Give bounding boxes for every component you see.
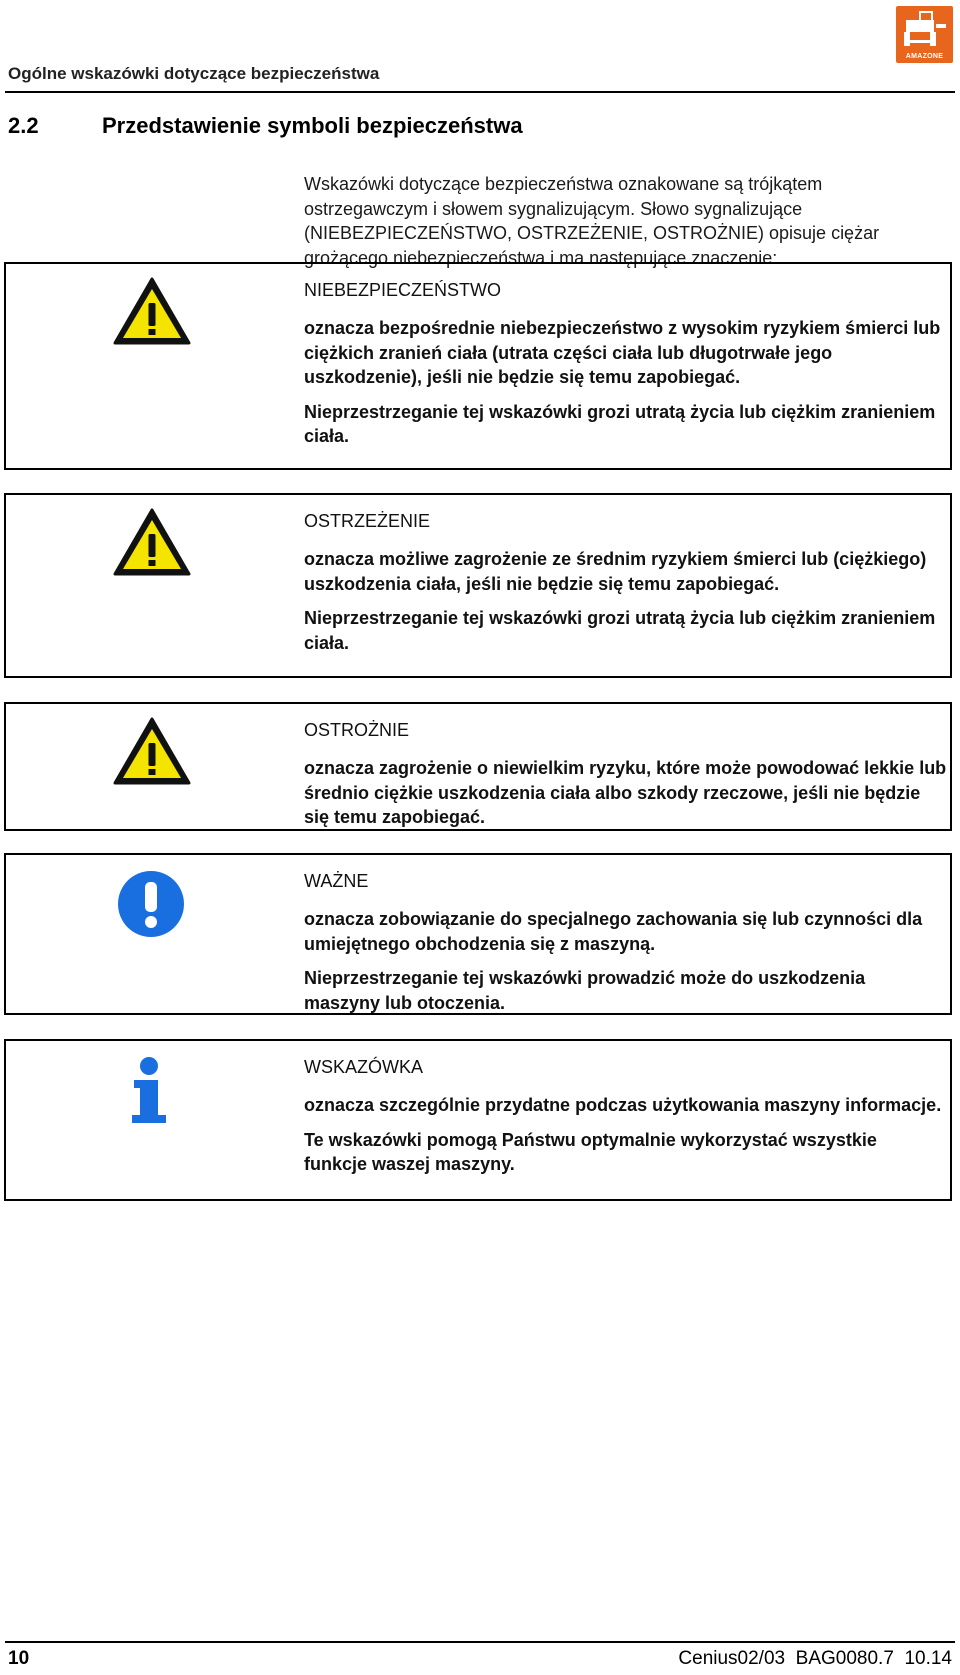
exclamation-circle-icon — [116, 869, 186, 939]
signal-word: WAŻNE — [304, 871, 369, 891]
section-heading — [8, 113, 948, 139]
safety-box-hint — [4, 1039, 952, 1201]
safety-box-important — [4, 853, 952, 1015]
box-paragraph: oznacza zagrożenie o niewielkim ryzyku, które może powodować lekkie lub średnio ciężkie uszkodzenia ciała albo szkody rzeczowe, jeśli nie będzie się temu zapobiegać. — [304, 758, 947, 827]
warning-triangle-icon — [112, 507, 192, 577]
safety-box-warning — [4, 493, 952, 678]
info-icon — [126, 1057, 172, 1125]
warning-triangle-icon — [112, 276, 192, 346]
box-paragraph: Nieprzestrzeganie tej wskazówki prowadzić może do uszkodzenia maszyny lub otoczenia. — [304, 968, 866, 1013]
footer-rule — [5, 1641, 955, 1643]
safety-box-danger — [4, 262, 952, 470]
tractor-logo-icon — [896, 6, 953, 52]
signal-word: WSKAZÓWKA — [304, 1057, 424, 1077]
page-number: 10 — [8, 1648, 30, 1669]
signal-word: OSTROŻNIE — [304, 720, 410, 740]
intro-paragraph: Wskazówki dotyczące bezpieczeństwa oznakowane są trójkątem ostrzegawczym i słowem sygnalizującym. Słowo sygnalizujące (NIEBEZPIECZEŃSTWO, OSTRZEŻENIE, OSTROŻNIE) opisuje ciężar grożącego niebezpieczeństwa i ma następujące znaczenie: — [304, 174, 880, 268]
box-paragraph: oznacza zobowiązanie do specjalnego zachowania się lub czynności dla umiejętnego obchodzenia się z maszyną. — [304, 909, 923, 954]
amazone-logo — [896, 6, 953, 63]
signal-word: NIEBEZPIECZEŃSTWO — [304, 280, 502, 300]
header-title: Ogólne wskazówki dotyczące bezpieczeństwa — [8, 64, 380, 83]
warning-triangle-icon — [112, 716, 192, 786]
signal-word: OSTRZEŻENIE — [304, 511, 431, 531]
section-number: 2.2 — [8, 113, 39, 138]
header-rule — [5, 91, 955, 93]
box-paragraph: oznacza bezpośrednie niebezpieczeństwo z wysokim ryzykiem śmierci lub ciężkich zranień ciała (utrata części ciała lub długotrwałe jego uszkodzenie), jeśli nie będzie się temu zapobiegać. — [304, 318, 941, 387]
box-paragraph: oznacza możliwe zagrożenie ze średnim ryzykiem śmierci lub (ciężkiego) uszkodzenia ciała, jeśli nie będzie się temu zapobiegać. — [304, 549, 927, 594]
box-paragraph: Nieprzestrzeganie tej wskazówki grozi utratą życia lub ciężkim zranieniem ciała. — [304, 401, 936, 446]
logo-text: AMAZONE — [905, 53, 944, 60]
box-paragraph: Te wskazówki pomogą Państwu optymalnie wykorzystać wszystkie funkcje waszej maszyny. — [304, 1129, 877, 1174]
section-title: Przedstawienie symboli bezpieczeństwa — [102, 113, 523, 138]
document-reference: Cenius02/03 BAG0080.7 10.14 — [678, 1648, 952, 1669]
box-paragraph: Nieprzestrzeganie tej wskazówki grozi utratą życia lub ciężkim zranieniem ciała. — [304, 608, 936, 653]
box-paragraph: oznacza szczególnie przydatne podczas użytkowania maszyny informacje. — [304, 1095, 942, 1115]
safety-box-caution — [4, 702, 952, 831]
